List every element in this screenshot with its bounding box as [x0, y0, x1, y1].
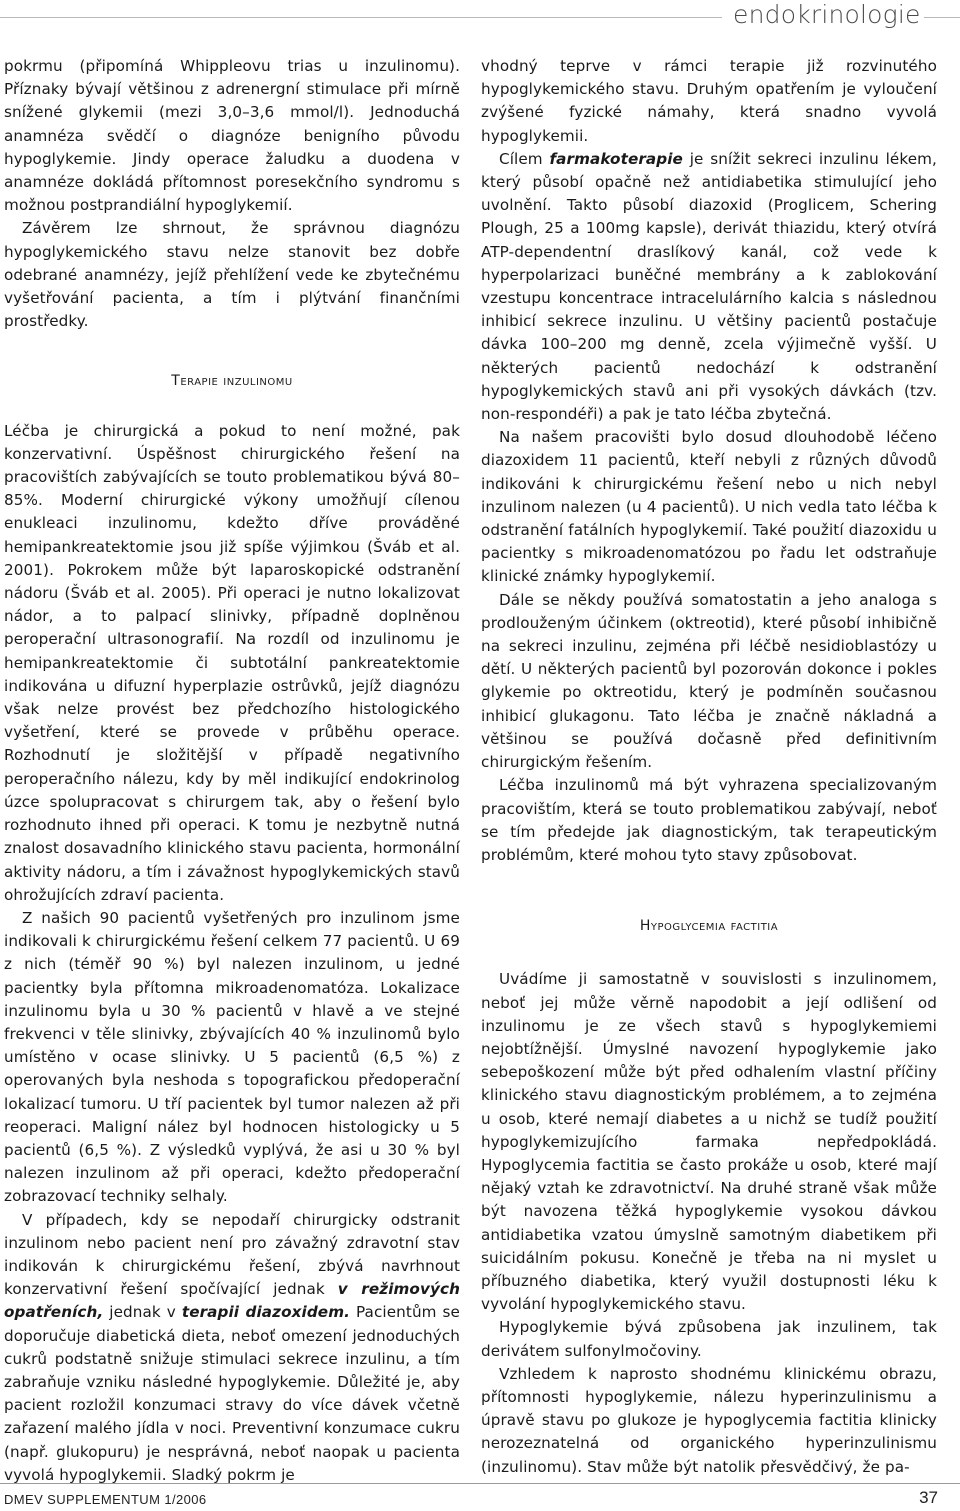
section-heading: Terapie inzulinomu: [171, 373, 293, 390]
paragraph: Uvádíme ji samostatně v souvislosti s inzulinomem, neboť jej může věrně napodobit a její odlišení od inzulinomu je ze všech stavů s hypoglykemiemi nejobtížnější. Úmyslné navození hypoglykemie jako sebepoškození může být před odhalením vlastní příčiny klinického stavu diagnostickým problémem, a to zejména u osob, které nemají diabetes a u nichž se tudíž použití hypoglykemizujícího farmaka nepředpokládá. Hypoglycemia factitia se často prokáže u osob, které mají nějaký vztah ke zdravotnictví. Na druhé straně však může být navozena těžká hypoglykemie vysokou dávkou antidiabetika vzatou úmyslně samotným diabetikem při suicidálním pokusu. Konečně je třeba na ni myslet u příbuzného diabetika, který využil dostupnosti léku k vyvolání hypoglykemického stavu.: [481, 970, 937, 1314]
paragraph: [4, 1209, 460, 1487]
footer-rule: [0, 1483, 960, 1484]
paragraph: Hypoglykemie bývá způsobena jak inzulinem, tak derivátem sulfonylmočoviny.: [481, 1318, 937, 1360]
paragraph: Na našem pracovišti bylo dosud dlouhodobě léčeno diazoxidem 11 pacientů, kteří nebyli z různých důvodů indikováni k chirurgickému řešení nebo u nich nebyl inzulinom nalezen (u 4 pacientů). U nich vedla tato léčba k odstranění fatálních hypoglykemií. Také použití diazoxidu u pacientky s mikroadenomatózou po řadu let odstraňuje klinické známky hypoglykemií.: [481, 428, 937, 586]
emphasis: farmakoterapie: [549, 149, 683, 168]
paragraph: Léčba inzulinomů má být vyhrazena specializovaným pracovištím, která se touto problematikou zabývají, neboť se tím předejde jak diagnostickým, tak terapeutickým problémům, které mohou tyto stavy způsobovat.: [481, 776, 937, 864]
section-heading: Hypoglycemia factitia: [639, 918, 779, 935]
paragraph: vhodný teprve v rámci terapie již rozvinutého hypoglykemického stavu. Druhým opatřením je vyloučení zvýšené fyzické námahy, která snadno vyvolá hypoglykemii.: [481, 57, 937, 145]
journal-name: DMEV SUPPLEMENTUM 1/2006: [4, 1492, 207, 1507]
left-column: [4, 55, 460, 1487]
header-rule-end: [924, 17, 960, 18]
emphasis: terapii diazoxidem.: [181, 1303, 351, 1322]
paragraph: [481, 148, 937, 426]
paragraph: Z našich 90 pacientů vyšetřených pro inzulinom jsme indikovali k chirurgickému řešení celkem 77 pacientů. U 69 z nich (téměř 90 %) byl nalezen inzulinom, u jedné pacientky byla přítomna mikroadenomatóza. Lokalizace inzulinomu byla u 30 % pacientů v hlavě a ve stejné frekvenci v těle slinivky, zbývajících 40 % inzulinomů bylo umístěno v ocase slinivky. U 5 pacientů (6,5 %) z operovaných byla neshoda s topografickou předoperační lokalizací tumoru. U tří pacientek byl tumor nalezen až při reoperaci. Maligní nález byl hodnocen histologicky u 5 pacientů (6,5 %). Z výsledků vyplývá, že asi u 30 % byl nalezen inzulinom až při operaci, kdežto předoperační zobrazovací techniky selhaly.: [4, 908, 460, 1206]
paragraph: Vzhledem k naprosto shodnému klinickému obrazu, přítomnosti hypoglykemie, nálezu hyperinzulinismu a úpravě stavu po glukoze je hypoglycemia factitia klinicky nerozeznatelná od organického hyperinzulinismu (inzulinomu). Stav může být natolik přesvědčivý, že pa-: [481, 1364, 937, 1476]
paragraph: Závěrem lze shrnout, že správnou diagnózu hypoglykemického stavu nelze stanovit bez dobře odebrané anamnézy, jejíž přehlížení vede ke zbytečnému vyšetřování pacienta, a tím i plýtvání finančními prostředky.: [4, 219, 460, 331]
text-run: Cílem: [499, 149, 550, 168]
paragraph: Dále se někdy používá somatostatin a jeho analoga s prodlouženým účinkem (oktreotid), které působí inhibičně na sekreci inzulinu, zejména při léčbě nesidioblastózy u dětí. U některých pacientů byl pozorován dokonce i pokles glykemie po oktreotidu, který je podmíněn současnou inhibicí glukagonu. Tato léčba je značně nákladná a většinou se používá dočasně před definitivním chirurgickým řešením.: [481, 590, 937, 772]
paragraph: pokrmu (připomíná Whippleovu trias u inzulinomu). Příznaky bývají většinou z adrenergní stimulace při mírně snížené glykemii (mezi 3,0–3,6 mmol/l). Jednoduchá anamnéza svědčí o diagnóze benigního původu hypoglykemie. Jindy operace žaludku a duodena v anamnéze dokládá přítomnost poresekčního syndromu s možnou postprandiální hypoglykemií.: [4, 57, 460, 215]
text-run: Pacientům se doporučuje diabetická dieta, neboť omezení jednoduchých cukrů podstatně snižuje stimulaci sekrece inzulinu, a tím zabraňuje vzniku následné hypoglykemie. Důležité je, aby pacient rozložil konzumaci stravy do více dávek včetně zařazení malého jídla v noci. Preventivní konzumace cukru (např. glukopuru) je nesprávná, neboť naopak u pacienta vyvolá hypoglykemii. Sladký pokrm je: [4, 1303, 460, 1484]
right-column: [481, 55, 937, 1479]
text-run: V případech, kdy se nepodaří chirurgicky odstranit inzulinom nebo pacient není pro závažný zdravotní stav indikován k chirurgickému řešení, zbývá navrhnout konzervativní řešení spočívající jednak: [4, 1210, 460, 1299]
paragraph: Léčba je chirurgická a pokud to není možné, pak konzervativní. Úspěšnost chirurgického řešení na pracovištích zabývajících se touto problematikou bývá 80–85%. Moderní chirurgické výkony umožňují cílenou enukleaci inzulinomu, kdežto dříve prováděné hemipankreatektomie jsou již spíše výjimkou (Šváb et al. 2001). Pokrokem může být laparoskopické odstranění nádoru (Šváb et al. 2005). Při operaci je nutno lokalizovat nádor, a to palpací slinivky, případně doplněnou peroperační ultrasonografií. Na rozdíl od inzulinomu je hemipankreatektomie či subtotální pankreatektomie indikována u difuzní hyperplazie ostrůvků, jejíž diagnózu však nelze provést bez předchozího histologického vyšetření, které se provede v průběhu operace. Rozhodnutí je složitější v případě negativního peroperačního nálezu, kdy by měl indikující endokrinolog úzce spolupracovat s chirurgem tak, aby o řešení bylo rozhodnuto ihned při operaci. K tomu je nezbytně nutná znalost dosavadního klinického stavu pacienta, hormonální aktivity nádoru, a tím i závažnost hypoglykemických stavů ohrožujících zdraví pacienta.: [4, 421, 460, 904]
section-label: endokrinologie: [733, 0, 921, 29]
emphasis: v režimových opatřeních,: [4, 1280, 460, 1322]
header-rule: [0, 17, 722, 18]
text-run: jednak v: [103, 1303, 182, 1322]
text-run: je snížit sekreci inzulinu lékem, který působí opačně než antidiabetika stimulující jeho uvolnění. Takto působí diazoxid (Proglicem, Schering Plough, 25 a 100mg kapsle), derivát thiazidu, který otvírá ATP-dependentní draslíkový kanál, což vede k hyperpolarizaci buněčné membrány a k zablokování vzestupu koncentrace intracelulárního kalcia s následnou inhibicí sekrece inzulinu. U většiny pacientů postačuje dávka 100–200 mg denně, zcela výjimečně vyšší. U některých pacientů nedochází k odstranění hypoglykemických stavů ani při vysokých dávkách (tzv. non-respondéři) a pak je tato léčba zbytečná.: [481, 149, 937, 424]
page-number: 37: [919, 1488, 938, 1507]
